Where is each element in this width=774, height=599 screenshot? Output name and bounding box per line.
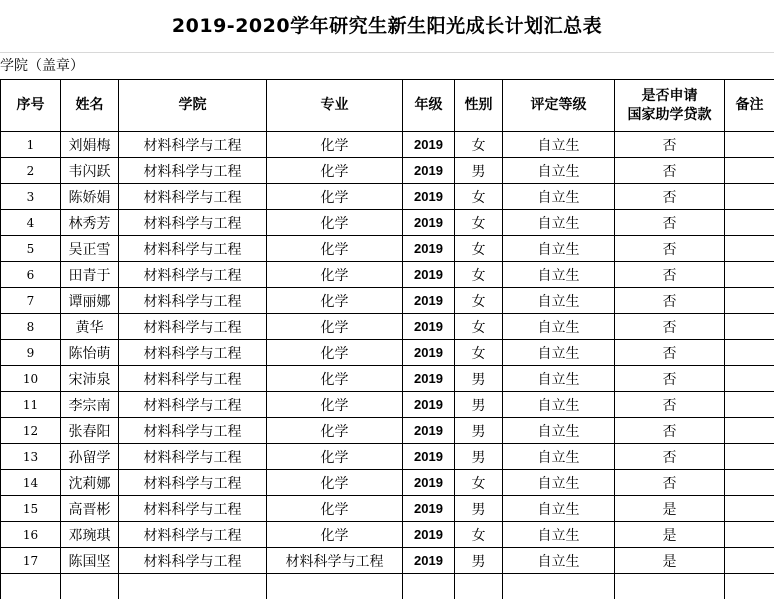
cell-major[interactable]: 化学 (267, 262, 403, 288)
cell-gender[interactable]: 男 (455, 444, 503, 470)
cell-grade[interactable]: 2019 (403, 548, 455, 574)
cell-major[interactable]: 材料科学与工程 (267, 548, 403, 574)
sheet-divider (0, 52, 774, 53)
cell-seq[interactable]: 11 (1, 392, 61, 418)
cell-grade[interactable]: 2019 (403, 470, 455, 496)
table-row (1, 184, 774, 210)
header-gender[interactable]: 性别 (455, 80, 503, 132)
cell-rating[interactable]: 自立生 (503, 522, 615, 548)
cell-name[interactable]: 高晋彬 (61, 496, 119, 522)
cell-rating[interactable]: 自立生 (503, 132, 615, 158)
cell-grade[interactable]: 2019 (403, 236, 455, 262)
table-row (1, 392, 774, 418)
cell-college[interactable]: 材料科学与工程 (119, 496, 267, 522)
table-row (1, 236, 774, 262)
cell-seq[interactable]: 5 (1, 236, 61, 262)
cell-seq[interactable]: 4 (1, 210, 61, 236)
cell-name[interactable]: 韦闪跃 (61, 158, 119, 184)
cell-grade[interactable]: 2019 (403, 314, 455, 340)
table-row (1, 158, 774, 184)
college-seal-label: 学院（盖章） (0, 55, 84, 77)
cell-loan[interactable]: 否 (615, 288, 725, 314)
cell-rating[interactable]: 自立生 (503, 548, 615, 574)
cell-major[interactable]: 化学 (267, 184, 403, 210)
cell-college[interactable]: 材料科学与工程 (119, 470, 267, 496)
cell-major[interactable]: 化学 (267, 470, 403, 496)
cell-major[interactable]: 化学 (267, 418, 403, 444)
cell-remark[interactable] (725, 132, 774, 158)
header-rating[interactable]: 评定等级 (503, 80, 615, 132)
cell-gender[interactable]: 男 (455, 418, 503, 444)
table-row (1, 444, 774, 470)
cell-grade[interactable]: 2019 (403, 418, 455, 444)
cell-grade[interactable]: 2019 (403, 340, 455, 366)
cell-grade[interactable]: 2019 (403, 366, 455, 392)
cell-loan[interactable]: 是 (615, 522, 725, 548)
cell-major[interactable]: 化学 (267, 236, 403, 262)
cell-loan[interactable]: 否 (615, 470, 725, 496)
header-loan-line1: 是否申请 (615, 87, 724, 106)
cell-seq[interactable]: 13 (1, 444, 61, 470)
cell-college[interactable]: 材料科学与工程 (119, 392, 267, 418)
cell-loan[interactable]: 否 (615, 314, 725, 340)
table-row (1, 366, 774, 392)
cell-remark[interactable] (725, 392, 774, 418)
cell-gender[interactable]: 女 (455, 470, 503, 496)
cell-remark[interactable] (725, 236, 774, 262)
cell-major[interactable]: 化学 (267, 444, 403, 470)
cell-rating[interactable]: 自立生 (503, 262, 615, 288)
cell-name[interactable]: 宋沛泉 (61, 366, 119, 392)
cell-remark[interactable] (725, 158, 774, 184)
cell-gender[interactable]: 女 (455, 288, 503, 314)
cell-grade[interactable]: 2019 (403, 158, 455, 184)
cell-rating[interactable]: 自立生 (503, 236, 615, 262)
cell-name[interactable]: 吴正雪 (61, 236, 119, 262)
cell-seq[interactable]: 2 (1, 158, 61, 184)
cell-empty[interactable] (61, 574, 119, 599)
cell-loan[interactable]: 是 (615, 496, 725, 522)
cell-seq[interactable]: 17 (1, 548, 61, 574)
table-row (1, 288, 774, 314)
cell-seq[interactable]: 7 (1, 288, 61, 314)
cell-grade[interactable]: 2019 (403, 262, 455, 288)
cell-college[interactable]: 材料科学与工程 (119, 158, 267, 184)
cell-remark[interactable] (725, 470, 774, 496)
cell-name[interactable]: 田青于 (61, 262, 119, 288)
cell-grade[interactable]: 2019 (403, 444, 455, 470)
cell-gender[interactable]: 女 (455, 340, 503, 366)
cell-seq[interactable]: 3 (1, 184, 61, 210)
cell-rating[interactable]: 自立生 (503, 392, 615, 418)
cell-loan[interactable]: 否 (615, 132, 725, 158)
cell-major[interactable]: 化学 (267, 392, 403, 418)
cell-rating[interactable]: 自立生 (503, 470, 615, 496)
cell-name[interactable]: 陈娇娟 (61, 184, 119, 210)
cell-rating[interactable]: 自立生 (503, 418, 615, 444)
header-row (1, 80, 774, 132)
table-row (1, 548, 774, 574)
cell-rating[interactable]: 自立生 (503, 158, 615, 184)
cell-loan[interactable]: 否 (615, 236, 725, 262)
cell-loan[interactable]: 否 (615, 262, 725, 288)
cell-empty[interactable] (403, 574, 455, 599)
cell-rating[interactable]: 自立生 (503, 340, 615, 366)
cell-rating[interactable]: 自立生 (503, 210, 615, 236)
cell-gender[interactable]: 男 (455, 158, 503, 184)
cell-seq[interactable]: 15 (1, 496, 61, 522)
cell-gender[interactable]: 女 (455, 522, 503, 548)
cell-remark[interactable] (725, 548, 774, 574)
table-row (1, 340, 774, 366)
cell-seq[interactable]: 10 (1, 366, 61, 392)
cell-college[interactable]: 材料科学与工程 (119, 236, 267, 262)
cell-major[interactable]: 化学 (267, 496, 403, 522)
cell-name[interactable]: 黄华 (61, 314, 119, 340)
header-college[interactable]: 学院 (119, 80, 267, 132)
cell-empty[interactable] (503, 574, 615, 599)
cell-grade[interactable]: 2019 (403, 392, 455, 418)
cell-rating[interactable]: 自立生 (503, 314, 615, 340)
cell-remark[interactable] (725, 522, 774, 548)
cell-loan[interactable]: 否 (615, 366, 725, 392)
cell-name[interactable]: 刘娟梅 (61, 132, 119, 158)
cell-loan[interactable]: 否 (615, 340, 725, 366)
cell-remark[interactable] (725, 314, 774, 340)
cell-rating[interactable]: 自立生 (503, 366, 615, 392)
cell-gender[interactable]: 女 (455, 236, 503, 262)
table-row (1, 522, 774, 548)
cell-rating[interactable]: 自立生 (503, 496, 615, 522)
cell-remark[interactable] (725, 340, 774, 366)
cell-college[interactable]: 材料科学与工程 (119, 340, 267, 366)
cell-seq[interactable]: 16 (1, 522, 61, 548)
cell-gender[interactable]: 女 (455, 262, 503, 288)
cell-rating[interactable]: 自立生 (503, 288, 615, 314)
table-row (1, 262, 774, 288)
cell-gender[interactable]: 女 (455, 314, 503, 340)
cell-gender[interactable]: 男 (455, 392, 503, 418)
sheet-title: 2019-2020学年研究生新生阳光成长计划汇总表 (0, 0, 774, 52)
summary-table (0, 79, 774, 599)
cell-major[interactable]: 化学 (267, 366, 403, 392)
table-row (1, 210, 774, 236)
cell-major[interactable]: 化学 (267, 158, 403, 184)
cell-loan[interactable]: 否 (615, 184, 725, 210)
cell-empty[interactable] (119, 574, 267, 599)
cell-major[interactable]: 化学 (267, 210, 403, 236)
cell-college[interactable]: 材料科学与工程 (119, 184, 267, 210)
cell-remark[interactable] (725, 366, 774, 392)
cell-college[interactable]: 材料科学与工程 (119, 366, 267, 392)
cell-college[interactable]: 材料科学与工程 (119, 132, 267, 158)
cell-grade[interactable]: 2019 (403, 522, 455, 548)
cell-major[interactable]: 化学 (267, 340, 403, 366)
cell-seq[interactable]: 8 (1, 314, 61, 340)
cell-loan[interactable]: 是 (615, 548, 725, 574)
cell-grade[interactable]: 2019 (403, 496, 455, 522)
cell-name[interactable]: 林秀芳 (61, 210, 119, 236)
cell-grade[interactable]: 2019 (403, 210, 455, 236)
cell-major[interactable]: 化学 (267, 314, 403, 340)
cell-loan[interactable]: 否 (615, 444, 725, 470)
cell-gender[interactable]: 女 (455, 132, 503, 158)
header-major[interactable]: 专业 (267, 80, 403, 132)
cell-rating[interactable]: 自立生 (503, 184, 615, 210)
header-loan-line2: 国家助学贷款 (615, 106, 724, 125)
cell-empty[interactable] (1, 574, 61, 599)
cell-gender[interactable]: 男 (455, 548, 503, 574)
cell-name[interactable]: 谭丽娜 (61, 288, 119, 314)
cell-college[interactable]: 材料科学与工程 (119, 444, 267, 470)
cell-rating[interactable]: 自立生 (503, 444, 615, 470)
cell-college[interactable]: 材料科学与工程 (119, 548, 267, 574)
cell-loan[interactable]: 否 (615, 158, 725, 184)
cell-seq[interactable]: 1 (1, 132, 61, 158)
cell-college[interactable]: 材料科学与工程 (119, 314, 267, 340)
table-row (1, 470, 774, 496)
header-loan[interactable] (615, 80, 725, 132)
cell-gender[interactable]: 男 (455, 366, 503, 392)
cell-college[interactable]: 材料科学与工程 (119, 522, 267, 548)
table-row (1, 496, 774, 522)
cell-seq[interactable]: 12 (1, 418, 61, 444)
cell-major[interactable]: 化学 (267, 288, 403, 314)
cell-grade[interactable]: 2019 (403, 132, 455, 158)
cell-name[interactable]: 沈莉娜 (61, 470, 119, 496)
table-body (1, 132, 774, 599)
cell-name[interactable]: 邓琬琪 (61, 522, 119, 548)
cell-name[interactable]: 孙留学 (61, 444, 119, 470)
table-row (1, 132, 774, 158)
cell-gender[interactable]: 女 (455, 210, 503, 236)
header-grade[interactable]: 年级 (403, 80, 455, 132)
cell-seq[interactable]: 6 (1, 262, 61, 288)
cell-remark[interactable] (725, 496, 774, 522)
cell-remark[interactable] (725, 262, 774, 288)
cell-grade[interactable]: 2019 (403, 184, 455, 210)
cell-empty[interactable] (615, 574, 725, 599)
cell-loan[interactable]: 否 (615, 418, 725, 444)
cell-remark[interactable] (725, 210, 774, 236)
table-row (1, 418, 774, 444)
cell-grade[interactable]: 2019 (403, 288, 455, 314)
cell-remark[interactable] (725, 184, 774, 210)
cell-college[interactable]: 材料科学与工程 (119, 418, 267, 444)
cell-name[interactable]: 陈国坚 (61, 548, 119, 574)
cell-name[interactable]: 陈怡萌 (61, 340, 119, 366)
cell-remark[interactable] (725, 444, 774, 470)
cell-loan[interactable]: 否 (615, 392, 725, 418)
cell-name[interactable]: 李宗南 (61, 392, 119, 418)
header-seq[interactable]: 序号 (1, 80, 61, 132)
cell-loan[interactable]: 否 (615, 210, 725, 236)
cell-college[interactable]: 材料科学与工程 (119, 288, 267, 314)
cell-name[interactable]: 张春阳 (61, 418, 119, 444)
header-remark[interactable]: 备注 (725, 80, 774, 132)
cell-remark[interactable] (725, 418, 774, 444)
cell-seq[interactable]: 9 (1, 340, 61, 366)
table-row (1, 314, 774, 340)
cell-college[interactable]: 材料科学与工程 (119, 210, 267, 236)
cell-gender[interactable]: 女 (455, 184, 503, 210)
cell-college[interactable]: 材料科学与工程 (119, 262, 267, 288)
cell-major[interactable]: 化学 (267, 132, 403, 158)
table-row-empty (1, 574, 774, 599)
header-name[interactable]: 姓名 (61, 80, 119, 132)
cell-remark[interactable] (725, 288, 774, 314)
cell-empty[interactable] (267, 574, 403, 599)
cell-seq[interactable]: 14 (1, 470, 61, 496)
cell-empty[interactable] (725, 574, 774, 599)
cell-major[interactable]: 化学 (267, 522, 403, 548)
cell-empty[interactable] (455, 574, 503, 599)
cell-gender[interactable]: 男 (455, 496, 503, 522)
